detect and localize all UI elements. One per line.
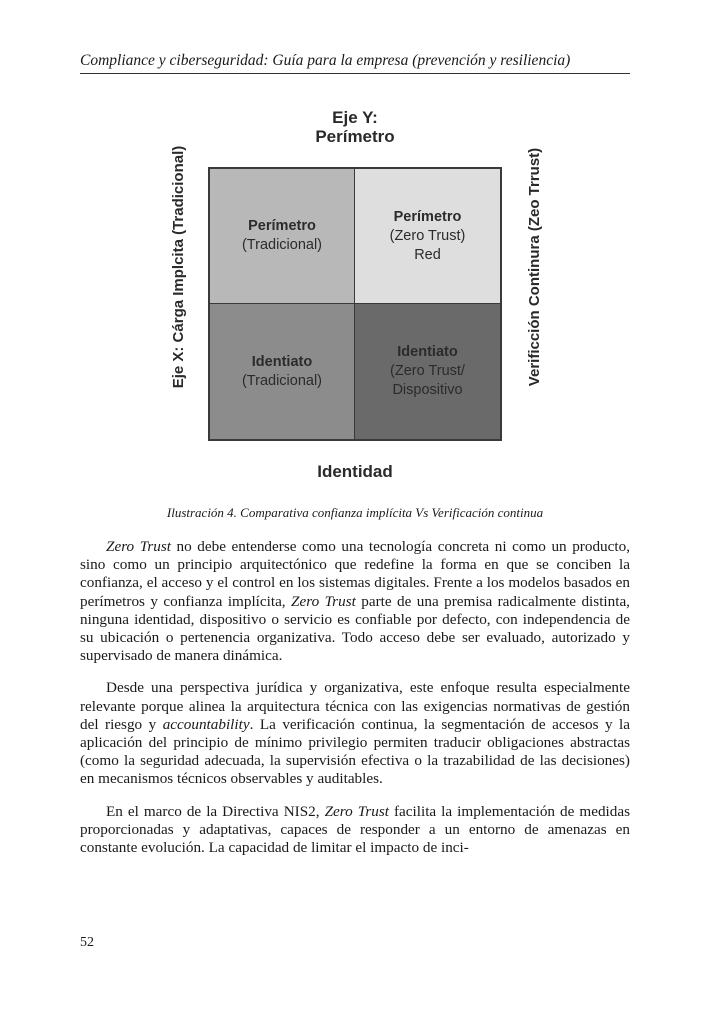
paragraph-2 (80, 679, 630, 788)
figure-caption: Ilustración 4. Comparativa confianza implícita Vs Verificación continua (166, 505, 544, 520)
quadrant-title: Identiato (251, 353, 313, 370)
paragraph-text: parte de una premisa radicalmente distinta, ninguna identidad, dispositivo o servicio es confiable por defecto, con independencia de su ubicación o pertenencia organizativa. Todo acceso debe ser evaluado, autorizado y supervisado de manera dinámica. (80, 592, 630, 665)
paragraph-text: no debe entenderse como una tecnología concreta ni como un producto, sino como un principio arquitectónico que redefine la forma en que se conciben la confianza, el acceso y el control en los sistemas digitales. Frente a los modelos basados en perímetros y confianza implícita, (80, 538, 630, 610)
left-axis-label: Eje X: Cárga Implcita (Tradicional) (170, 145, 187, 389)
paragraph-text: facilita la implementación de medidas proporcionadas y adaptativas, capaces de responder a un entorno de amenazas en constante evolución. La capacidad de limitar el impacto de inci- (80, 802, 630, 857)
quadrant-top-right (355, 169, 500, 304)
quadrant-extra: Red (414, 246, 441, 263)
quadrant-bottom-left (210, 304, 355, 439)
quadrant-subtitle: (Tradicional) (241, 237, 323, 253)
paragraph-text: Desde una perspectiva jurídica y organizativa, este enfoque resulta especialmente relevante porque alinea la arquitectura técnica con las exigencias normativas de gestión del riesgo y (80, 679, 630, 733)
quadrant-title: Identiato (397, 344, 458, 360)
quadrant-extra: Dispositivo (392, 382, 463, 398)
quadrant-subtitle: (Zero Trust/ (390, 363, 465, 379)
paragraph-text: . La verificación continua, la segmentación de accesos y la aplicación del principio de mínimo privilegio permiten traducir obligaciones abstractas (como la seguridad adecuada, la supervisión efectiva o la trazabilidad de las decisiones) en mecanismos técnicos observables y auditables. (80, 715, 630, 788)
right-axis-label: Verificción Continura (Zeo Trrust) (526, 147, 543, 387)
paragraph-3 (80, 803, 630, 858)
emphasis: Zero Trust (106, 538, 171, 555)
page-number: 52 (80, 935, 94, 950)
emphasis: Zero Trust (324, 802, 389, 820)
quadrant-top-left (210, 169, 355, 304)
quadrant-subtitle: (Zero Trust) (389, 227, 466, 244)
quadrant-title: Perímetro (248, 218, 316, 234)
body-text (80, 538, 630, 871)
y-axis-title (280, 108, 430, 146)
bottom-axis-label: Identidad (317, 462, 393, 481)
paragraph-1 (80, 538, 630, 665)
y-axis-title-line2: Perímetro (315, 127, 395, 146)
emphasis: accountability (162, 715, 250, 733)
quadrant-bottom-right (355, 304, 500, 439)
quadrant-title: Perímetro (393, 208, 462, 225)
emphasis: Zero Trust (291, 592, 356, 610)
quadrant-figure (80, 90, 630, 500)
y-axis-title-line1: Eje Y: (332, 108, 378, 127)
quadrant-grid (208, 167, 502, 441)
running-header: Compliance y ciberseguridad: Guía para la empresa (prevención y resiliencia) (80, 52, 630, 74)
quadrant-subtitle: (Tradicional) (241, 372, 323, 389)
paragraph-text: En el marco de la Directiva NIS2, (106, 802, 325, 820)
